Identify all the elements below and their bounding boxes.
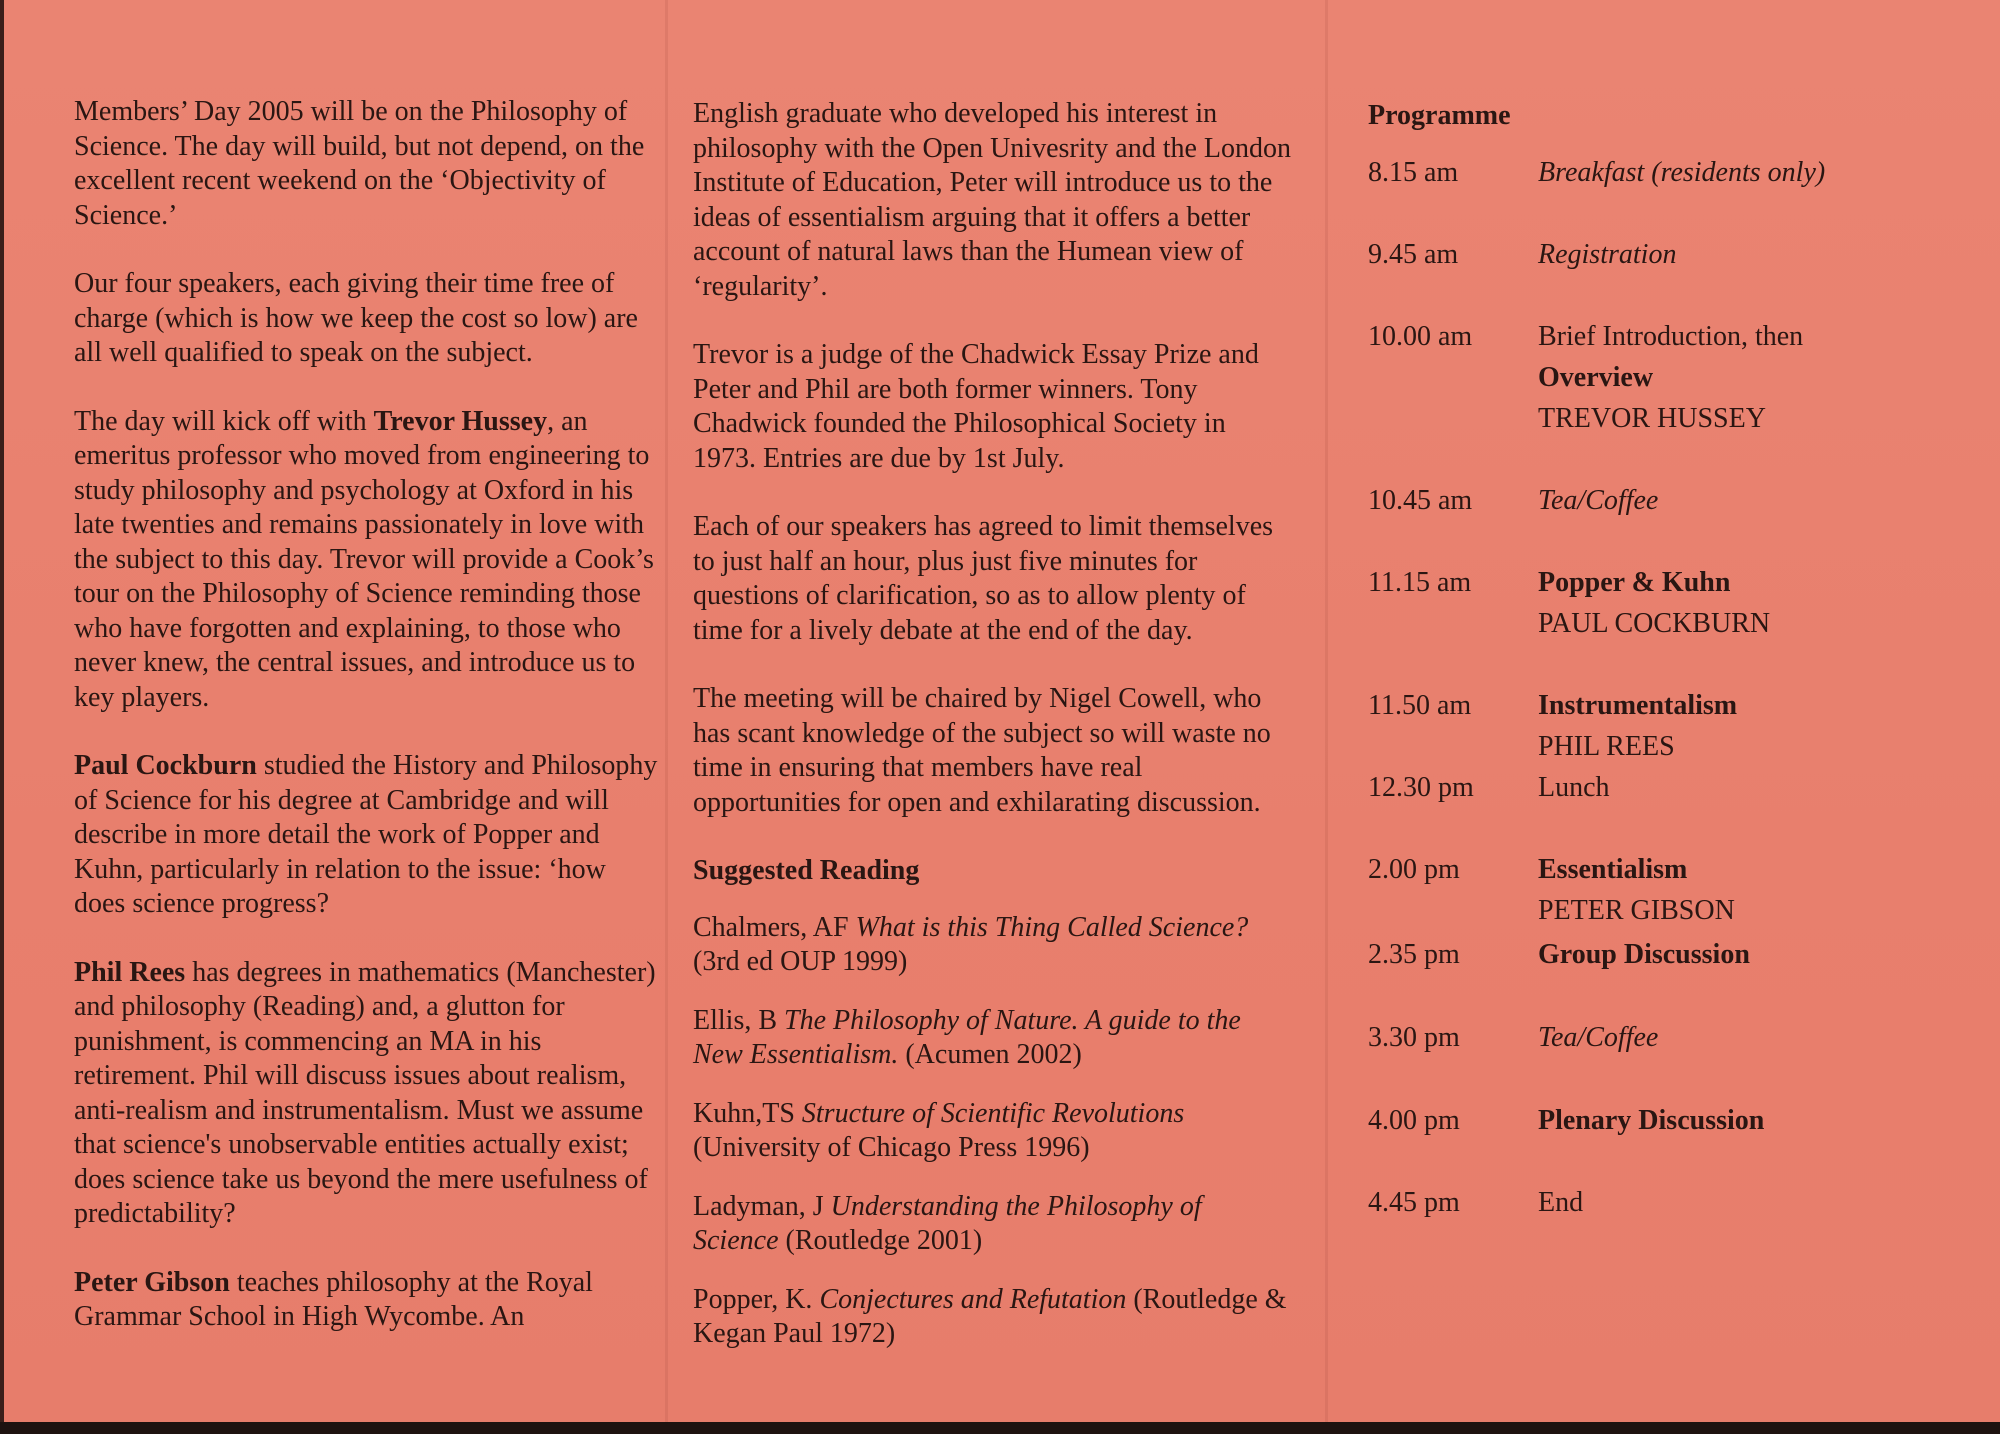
chair-paragraph: The meeting will be chaired by Nigel Cowell, who has scant knowledge of the subject so will waste no time in ensuring that members have real opportunities for open and exhilarating discussion. [693, 683, 1271, 818]
programme-time: 11.50 am [1368, 690, 1472, 721]
programme-event-line: Lunch [1538, 772, 1610, 803]
reading-title: What is this Thing Called Science? [855, 911, 1249, 943]
column-speakers [74, 95, 664, 1369]
programme-event-line: Popper & Kuhn [1538, 567, 1731, 598]
reading-publisher: (University of Chicago Press 1996) [693, 1132, 1090, 1163]
programme-event [1538, 1017, 1658, 1058]
programme-event [1538, 849, 1735, 931]
reading-list [693, 911, 1293, 1352]
programme-event-line: Essentialism [1538, 854, 1688, 885]
reading-publisher: (Routledge 2001) [778, 1225, 983, 1256]
programme-event [1538, 316, 1803, 439]
programme-event [1538, 934, 1750, 975]
programme-event-line: Instrumentalism [1538, 690, 1738, 721]
scan-bottom-edge [0, 1422, 2000, 1434]
programme-time: 4.45 pm [1368, 1187, 1460, 1218]
programme-event-line: Registration [1538, 239, 1677, 270]
reading-author: Ladyman, J [693, 1190, 831, 1222]
programme-time: 4.00 pm [1368, 1105, 1460, 1136]
intro-paragraph: Members’ Day 2005 will be on the Philosophy of Science. The day will build, but not depend, on the excellent recent weekend on the ‘Objectivity of Science.’ [74, 96, 645, 231]
programme-time: 10.00 am [1368, 321, 1473, 352]
fold-line [665, 0, 668, 1422]
reading-author: Chalmers, AF [693, 911, 856, 943]
programme-event [1538, 480, 1658, 521]
programme-time: 9.45 am [1368, 239, 1459, 270]
programme-event [1538, 1182, 1583, 1223]
trevor-paragraph [74, 405, 664, 716]
reading-title: The Philosophy of Nature. A guide to the New Essentialism. [693, 1004, 1241, 1070]
programme-event-line: Brief Introduction, then [1538, 321, 1804, 352]
programme-time: 2.00 pm [1368, 854, 1460, 885]
scan-left-edge [0, 0, 4, 1434]
programme-event [1538, 767, 1610, 808]
reading-publisher: (3rd ed OUP 1999) [693, 946, 908, 977]
paul-paragraph [74, 749, 664, 922]
programme-event-line: Tea/Coffee [1538, 1022, 1659, 1053]
reading-publisher: (Acumen 2002) [898, 1039, 1082, 1070]
reading-item [693, 911, 1293, 980]
programme-event-line: Overview [1538, 362, 1654, 393]
programme-event-line: PAUL COCKBURN [1538, 608, 1771, 639]
reading-author: Popper, K. [693, 1283, 820, 1315]
peter-bio: teaches philosophy at the Royal Grammar School in High Wycombe. An [74, 1266, 593, 1332]
programme-event [1538, 234, 1676, 275]
paul-name: Paul Cockburn [74, 750, 257, 781]
reading-item [693, 1283, 1293, 1352]
reading-item [693, 1097, 1293, 1166]
programme-event [1538, 562, 1770, 644]
programme-panel [1368, 100, 1988, 1218]
reading-title: Conjectures and Refutation [819, 1283, 1127, 1315]
paul-bio: studied the History and Philosophy of Science for his degree at Cambridge and will describe in more detail the work of Popper and Kuhn, particularly in relation to the issue: ‘how does science progress? [74, 750, 658, 919]
trevor-lead: The day will kick off with [74, 405, 374, 437]
speakers-paragraph: Our four speakers, each giving their time free of charge (which is how we keep the cost so low) are all well qualified to speak on the subject. [74, 268, 638, 368]
programme-event-line: Breakfast (residents only) [1538, 157, 1826, 188]
programme-time: 2.35 pm [1368, 939, 1460, 970]
peter-paragraph [74, 1266, 664, 1335]
reading-item [693, 1190, 1293, 1259]
trevor-bio: , an emeritus professor who moved from engineering to study philosophy and psychology at Oxford in his late twenties and remains passionately in love with the subject to this day. Trevor will provide a Cook’s tour on the Philosophy of Science reminding those who have forgotten and explaining, to those who never knew, the central issues, and introduce us to key players. [74, 405, 654, 713]
programme-time: 8.15 am [1368, 157, 1459, 188]
programme-event-line: PHIL REES [1538, 731, 1675, 762]
fold-line [1325, 0, 1328, 1422]
programme-event-line: Tea/Coffee [1538, 485, 1659, 516]
programme-event-line: End [1538, 1187, 1584, 1218]
essay-prize-paragraph: Trevor is a judge of the Chadwick Essay Prize and Peter and Phil are both former winners. Tony Chadwick founded the Philosophical Society in 1973. Entries are due by 1st July. [693, 339, 1259, 474]
phil-paragraph [74, 956, 664, 1232]
reading-title: Understanding the Philosophy of Science [693, 1190, 1202, 1256]
programme-time: 12.30 pm [1368, 772, 1474, 803]
reading-item [693, 1004, 1293, 1073]
reading-author: Kuhn,TS [693, 1097, 802, 1129]
trevor-name: Trevor Hussey [373, 405, 548, 437]
time-limit-paragraph: Each of our speakers has agreed to limit themselves to just half an hour, plus just five minutes for questions of clarification, so as to allow plenty of time for a lively debate at the end of the day. [693, 511, 1274, 646]
programme-event-line: PETER GIBSON [1538, 895, 1735, 926]
programme-event [1538, 1100, 1764, 1141]
reading-publisher: (Routledge & Kegan Paul 1972) [693, 1283, 1287, 1349]
programme-time: 10.45 am [1368, 485, 1473, 516]
programme-event [1538, 685, 1737, 767]
suggested-reading-heading: Suggested Reading [693, 855, 920, 886]
peter-bio-continued: English graduate who developed his interest in philosophy with the Open Univesrity and the London Institute of Education, Peter will introduce us to the ideas of essentialism arguing that it offers a better account of natural laws than the Humean view of ‘regularity’. [693, 98, 1292, 302]
programme-time: 11.15 am [1368, 567, 1472, 598]
programme-event [1538, 152, 1825, 193]
reading-title: Structure of Scientific Revolutions [801, 1097, 1185, 1129]
programme-event-line: TREVOR HUSSEY [1538, 403, 1766, 434]
programme-event-line: Plenary Discussion [1538, 1105, 1765, 1136]
reading-author: Ellis, B [693, 1004, 785, 1036]
column-details [693, 97, 1293, 1376]
programme-event-line: Group Discussion [1538, 939, 1750, 970]
phil-bio: has degrees in mathematics (Manchester) and philosophy (Reading) and, a glutton for punishment, is commencing an MA in his retirement. Phil will discuss issues about realism, anti-realism and instrumentalism. Must we assume that science's unobservable entities actually exist; does science take us beyond the mere usefulness of predictability? [74, 956, 656, 1229]
phil-name: Phil Rees [74, 956, 186, 988]
peter-name: Peter Gibson [74, 1266, 230, 1298]
programme-heading: Programme [1368, 100, 1511, 131]
programme-time: 3.30 pm [1368, 1022, 1460, 1053]
